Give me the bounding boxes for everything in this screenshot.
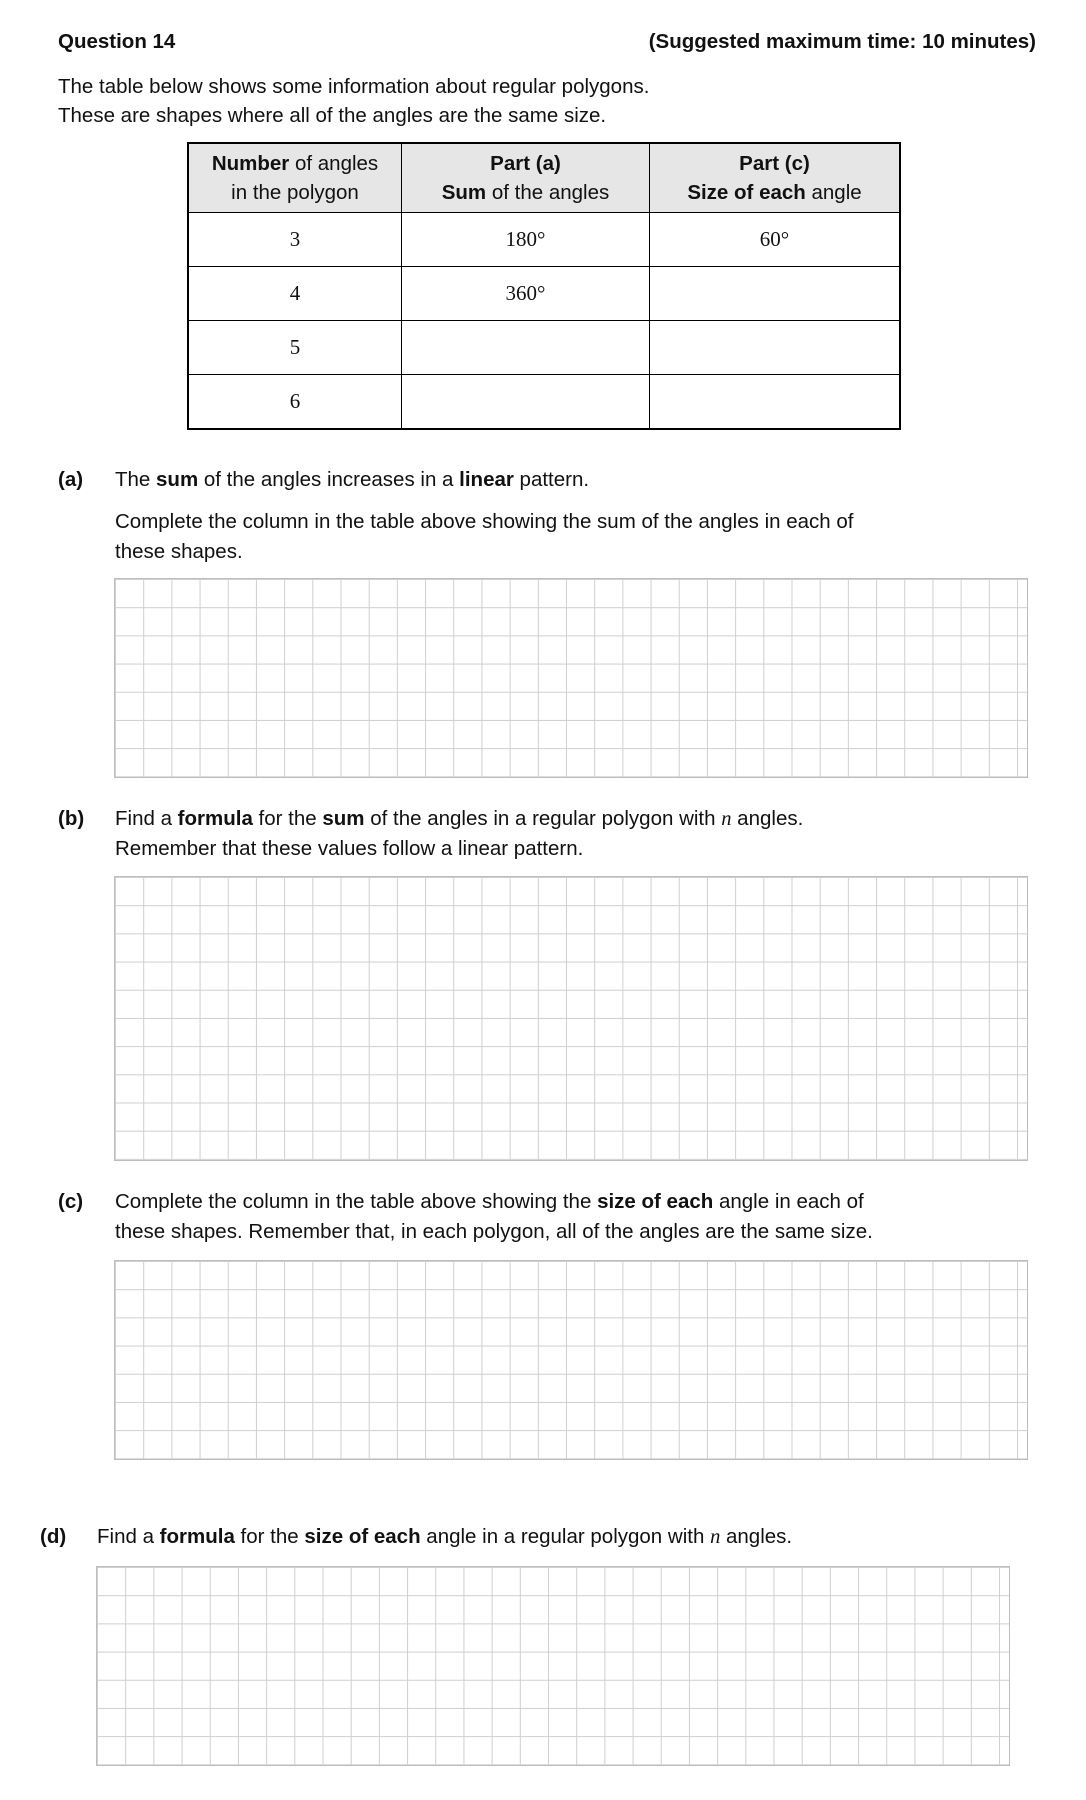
part-c-text <box>115 1187 873 1247</box>
cell-number: 3 <box>188 213 402 267</box>
answer-grid-a[interactable] <box>114 578 1028 778</box>
part-b-l1-b1: formula <box>177 807 253 830</box>
part-a-l1-post: pattern. <box>513 468 590 491</box>
part-a-text <box>115 465 853 567</box>
table-header-row <box>188 143 900 213</box>
part-d-l1-b2: size of each <box>304 1525 421 1548</box>
part-b-l1-mid: for the <box>252 807 323 830</box>
part-b-line-2: Remember that these values follow a linear pattern. <box>115 837 584 860</box>
cell-sum-answer[interactable] <box>402 321 650 375</box>
cell-size: 60° <box>650 213 901 267</box>
part-c-l1-b1: size of each <box>597 1190 714 1213</box>
cell-sum: 180° <box>402 213 650 267</box>
part-b-label: (b) <box>58 807 85 830</box>
cell-number: 4 <box>188 267 402 321</box>
intro-line-2: These are shapes where all of the angles are the same size. <box>58 104 607 127</box>
part-b-l1-b2: sum <box>322 807 365 830</box>
cell-size-answer[interactable] <box>650 375 901 430</box>
part-c-label: (c) <box>58 1190 84 1213</box>
cell-number: 5 <box>188 321 402 375</box>
part-a-l1-b2: linear <box>459 468 514 491</box>
answer-grid-d[interactable] <box>96 1566 1010 1766</box>
part-c-line-2: these shapes. Remember that, in each polygon, all of the angles are the same size. <box>115 1220 873 1243</box>
part-d-line-1 <box>97 1522 792 1552</box>
question-title: Question 14 <box>58 30 176 53</box>
part-a-line-3: these shapes. <box>115 540 243 563</box>
answer-grid-c[interactable] <box>114 1260 1028 1460</box>
table-row <box>188 267 900 321</box>
table-row <box>188 321 900 375</box>
question-header <box>58 30 1036 58</box>
part-b-text <box>115 804 803 864</box>
header-sum-of-angles <box>402 143 650 213</box>
part-a-l1-mid: of the angles increases in a <box>198 468 460 491</box>
part-c-l1-pre: Complete the column in the table above showing the <box>115 1190 598 1213</box>
header-col2-rest: of the angles <box>486 181 610 204</box>
part-d-l1-mid: for the <box>234 1525 305 1548</box>
cell-size-answer[interactable] <box>650 321 901 375</box>
header-col1-rest: of angles <box>289 152 379 175</box>
answer-grid-b[interactable] <box>114 876 1028 1161</box>
part-b-line-1 <box>115 804 803 834</box>
table-row <box>188 213 900 267</box>
part-d-l1-post: angles. <box>720 1525 793 1548</box>
suggested-time: (Suggested maximum time: 10 minutes) <box>648 30 1036 53</box>
part-d-l1-mid2: angle in a regular polygon with <box>420 1525 711 1548</box>
part-a-l1-pre: The <box>115 468 157 491</box>
part-d-l1-pre: Find a <box>97 1525 160 1548</box>
part-c-line-1 <box>115 1187 873 1217</box>
header-col3-rest: angle <box>805 181 862 204</box>
part-b-l1-post: angles. <box>731 807 804 830</box>
table-row <box>188 375 900 430</box>
header-col2-line1: Part (a) <box>490 152 561 175</box>
variable-n: n <box>721 808 732 830</box>
header-col2-bold: Sum <box>441 181 487 204</box>
part-d-l1-b1: formula <box>159 1525 235 1548</box>
part-c-l1-post: angle in each of <box>713 1190 864 1213</box>
cell-number: 6 <box>188 375 402 430</box>
header-col1-line2: in the polygon <box>231 181 359 204</box>
cell-sum-answer[interactable] <box>402 375 650 430</box>
part-a-l1-b1: sum <box>156 468 199 491</box>
polygon-table <box>187 142 901 430</box>
header-col3-line1: Part (c) <box>739 152 810 175</box>
cell-sum: 360° <box>402 267 650 321</box>
part-d-text <box>97 1522 792 1552</box>
part-a-line-1 <box>115 465 853 495</box>
part-b-l1-pre: Find a <box>115 807 178 830</box>
part-b-l1-mid2: of the angles in a regular polygon with <box>364 807 722 830</box>
intro-line-1: The table below shows some information about regular polygons. <box>58 75 650 98</box>
header-size-of-each-angle <box>650 143 901 213</box>
part-d-label: (d) <box>40 1525 67 1548</box>
part-a-label: (a) <box>58 468 84 491</box>
header-col1-bold: Number <box>211 152 290 175</box>
header-col3-bold: Size of each <box>687 181 806 204</box>
intro-text <box>58 72 649 130</box>
variable-n: n <box>710 1526 721 1548</box>
cell-size-answer[interactable] <box>650 267 901 321</box>
header-number-of-angles <box>188 143 402 213</box>
part-a-line-2: Complete the column in the table above showing the sum of the angles in each of <box>115 510 854 533</box>
